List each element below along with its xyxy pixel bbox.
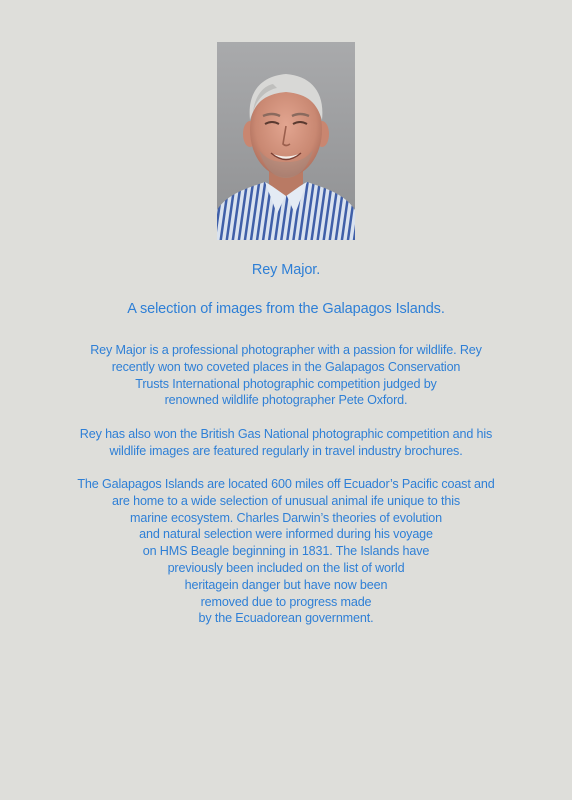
paragraph-line: renowned wildlife photographer Pete Oxford. bbox=[164, 393, 408, 408]
portrait-photo bbox=[217, 42, 355, 240]
paragraph-line: and natural selection were informed during his voyage bbox=[139, 527, 433, 542]
bio-paragraph bbox=[20, 342, 552, 409]
paragraph-line: are home to a wide selection of unusual animal ife unique to this bbox=[112, 493, 460, 508]
paragraph-line: The Galapagos Islands are located 600 miles off Ecuador’s Pacific coast and bbox=[77, 477, 495, 491]
person-name: Rey Major. bbox=[251, 262, 321, 278]
paragraph-line: wildlife images are featured regularly in travel industry brochures. bbox=[109, 443, 463, 458]
paragraph-line: previously been included on the list of world bbox=[167, 560, 405, 575]
awards-paragraph bbox=[20, 426, 552, 460]
paragraph-line: by the Ecuadorean government. bbox=[198, 611, 374, 626]
paragraph-line: removed due to progress made bbox=[200, 594, 372, 609]
portrait-illustration bbox=[217, 42, 355, 240]
paragraph-line: Rey Major is a professional photographer with a passion for wildlife. Rey bbox=[90, 343, 482, 357]
paragraph-line: Trusts International photographic competition judged by bbox=[135, 376, 437, 391]
paragraph-line: on HMS Beagle beginning in 1831. The Islands have bbox=[142, 544, 430, 559]
paragraph-line: marine ecosystem. Charles Darwin’s theories of evolution bbox=[130, 510, 442, 525]
paragraph-line: recently won two coveted places in the Galapagos Conservation bbox=[111, 359, 461, 374]
paragraph-line: heritagein danger but have now been bbox=[184, 577, 388, 592]
galapagos-paragraph bbox=[20, 476, 552, 627]
page-subtitle: A selection of images from the Galapagos Islands. bbox=[127, 301, 445, 317]
paragraph-line: Rey has also won the British Gas National photographic competition and his bbox=[79, 427, 493, 441]
